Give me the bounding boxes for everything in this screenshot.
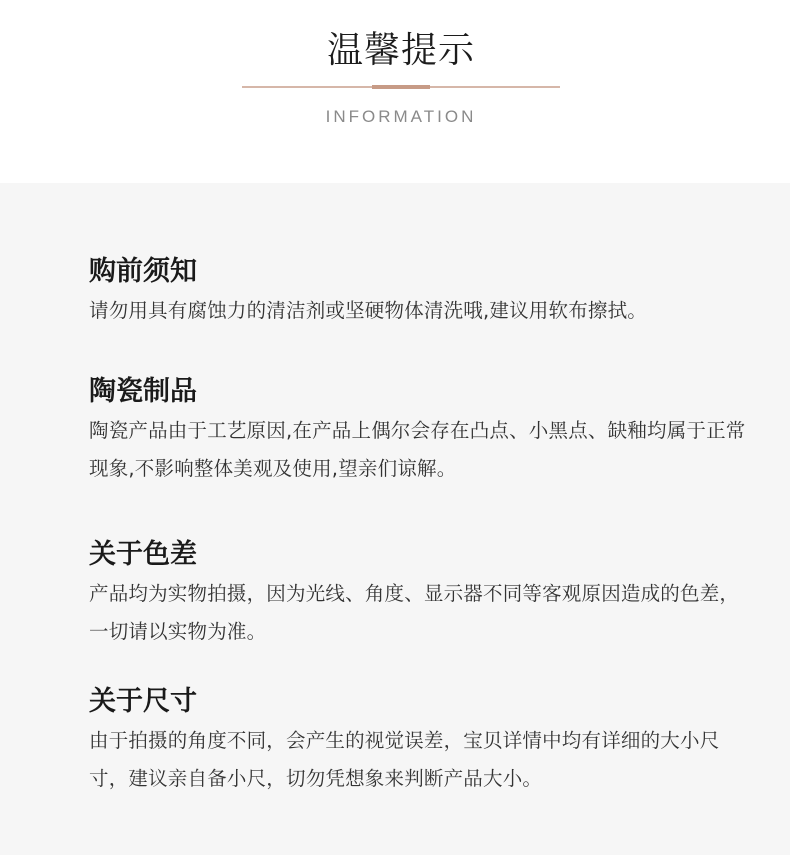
section-text: 陶瓷产品由于工艺原因,在产品上偶尔会存在凸点、小黑点、缺釉均属于正常现象,不影响整体美观及使用,望亲们谅解。 — [89, 419, 746, 480]
title-divider-accent — [372, 85, 430, 89]
section-purchase-notice — [89, 252, 749, 330]
section-ceramic-products — [89, 372, 749, 488]
header — [0, 0, 790, 183]
section-text: 产品均为实物拍摄，因为光线、角度、显示器不同等客观原因造成的色差，一切请以实物为准。 — [89, 582, 740, 643]
section-text: 由于拍摄的角度不同，会产生的视觉误差，宝贝详情中均有详细的大小尺寸，建议亲自备小尺，切勿凭想象来判断产品大小。 — [89, 729, 720, 790]
section-heading: 陶瓷制品 — [89, 376, 197, 407]
section-heading: 购前须知 — [89, 256, 197, 287]
page-title: 温馨提示 — [326, 30, 475, 71]
section-color-difference — [89, 535, 749, 651]
section-text: 请勿用具有腐蚀力的清洁剂或坚硬物体清洗哦,建议用软布擦拭。 — [89, 299, 647, 322]
section-size — [89, 682, 749, 798]
page-subtitle: INFORMATION — [325, 107, 477, 126]
section-heading: 关于色差 — [89, 539, 197, 570]
section-heading: 关于尺寸 — [89, 686, 197, 717]
